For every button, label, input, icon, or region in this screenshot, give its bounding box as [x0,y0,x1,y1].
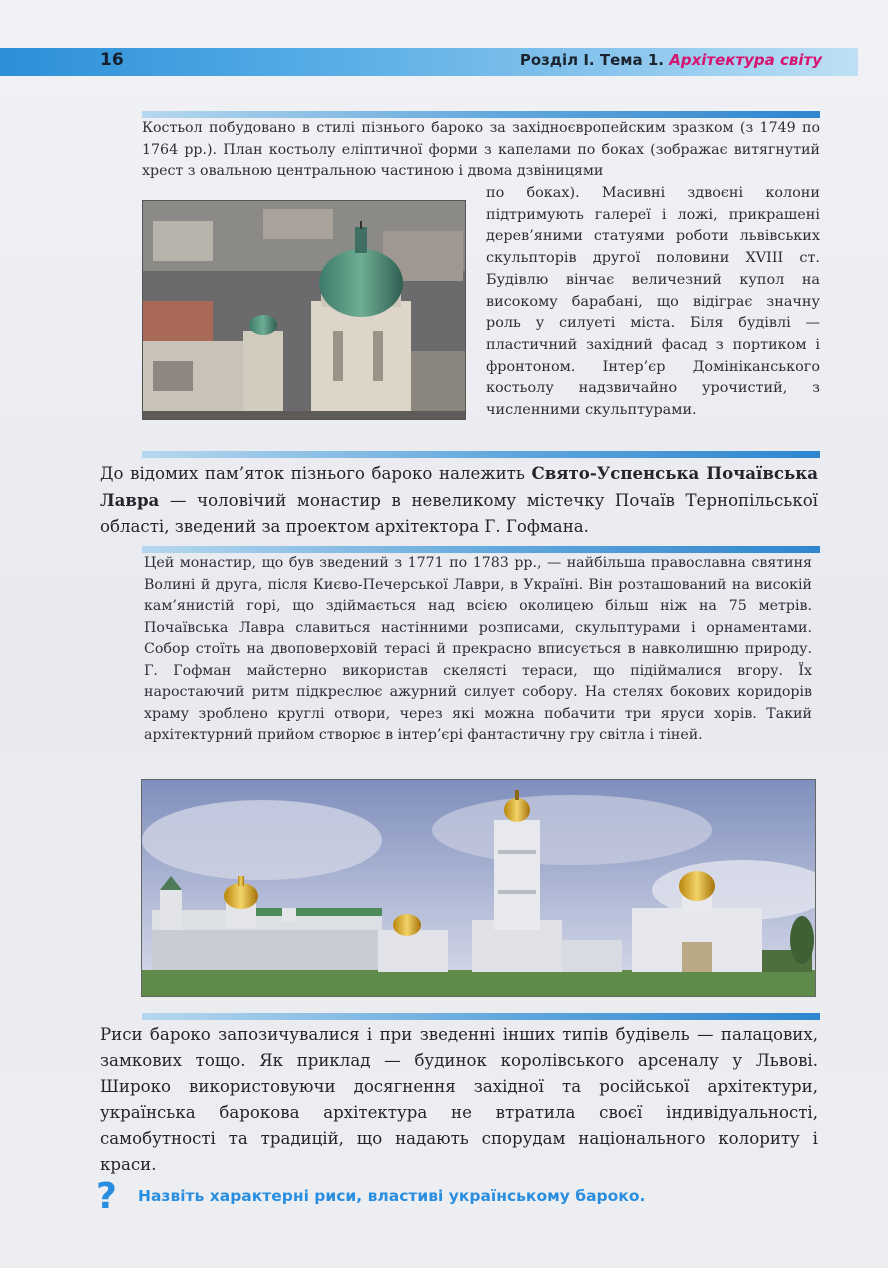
lavra-text-before: До відомих пам’яток пізнього бароко належить [100,464,532,483]
pochaiv-lavra-photo [141,779,816,997]
review-question: Назвіть характерні риси, властиві українському бароко. [138,1187,646,1205]
lavra-paragraph [100,460,818,540]
page-number: 16 [100,50,124,70]
church-description-side: по боках). Масивні здвоєні колони підтримують галереї і ложі, прикрашені дерев’яними статуями роботи львівських скульпторів другої половини XVIII ст. Будівлю вінчає величезний купол на високому барабані, що відіграє значну роль у силуеті міста. Біля будівлі — пластичний західний фасад з портиком і фронтоном. Інтер’єр Домініканського костьолу надзвичайно урочистий, з численними скульптурами. [486,185,820,419]
church-description-intro: Костьол побудовано в стилі пізнього бароко за західноєвропейским зразком (з 1749 по 1764 рр.). План костьолу еліптичної форми з капелами по боках (зображає витягнутий хрест з овальною центральною частиною і двома дзвіницями [142,120,820,179]
section-label: Розділ І. Тема 1. [519,51,670,69]
decorative-rule [142,111,820,118]
decorative-rule [142,451,820,458]
topic-label: Архітектура світу [669,51,822,69]
lavra-text-after: — чоловічий монастир в невеликому містечку Почаїв Тернопільської області, зведений за проектом архітектора Г. Гофмана. [100,491,818,536]
lavra-description: Цей монастир, що був зведений з 1771 по 1783 рр., — найбільша православна святиня Волині й друга, після Києво-Печерської Лаври, в Україні. Він розташований на високій кам’янистій горі, що здіймається над всією околицею більш ніж на 75 метрів. Почаївська Лавра славиться настінними розписами, скульптурами і орнаментами. Собор стоїть на двоповерховій терасі й прекрасно вписується в навколишню природу. Г. Гофман майстерно використав скелясті тераси, що підіймалися вгору. Їх наростаючий ритм підкреслює ажурний силует собору. На стелях бокових коридорів храму зроблено круглі отвори, через які можна побачити три яруси хорів. Такий архітектурний прийом створює в інтер’єрі фантастичну гру світла і тіней. [144,555,812,743]
decorative-rule [142,546,820,553]
lavra-name: Свято-Успенська Почаївська Лавра [100,463,818,510]
running-header [520,51,822,69]
baroque-features-paragraph: Риси бароко запозичувалися і при зведенні інших типів будівель — палацових, замкових тощо. Як приклад — будинок королівського арсеналу у Львові. Широко використовуючи досягнення західної та російської архітектури, українська барокова архітектура не втратила своєї індивідуальності, самобутності та традицій, що надають спорудам національного колориту і краси. [100,1025,818,1174]
dominican-church-photo [142,200,466,420]
decorative-rule [142,1013,820,1020]
question-icon: ? [96,1176,117,1217]
